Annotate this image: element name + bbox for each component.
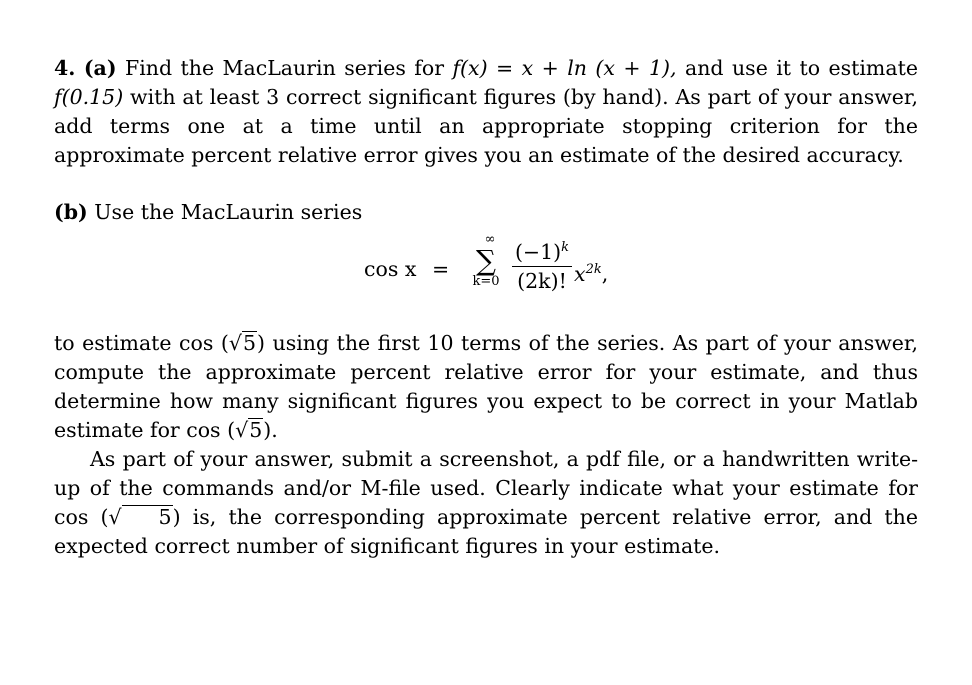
part-a-text-before: Find the MacLaurin series for xyxy=(124,56,445,80)
fraction-denominator: (2k)! xyxy=(517,268,567,293)
tail-base: x xyxy=(574,261,586,286)
part-a-text-after: and use it to estimate xyxy=(685,56,918,80)
part-b-paragraph-1 xyxy=(54,329,918,445)
tail-exponent: 2k xyxy=(585,262,602,277)
sigma-symbol: ∑ xyxy=(476,244,496,277)
sum-upper-limit: ∞ xyxy=(484,232,496,247)
part-b-paragraph-2 xyxy=(54,445,918,561)
sqrt-sign: √ xyxy=(228,331,242,355)
numerator-exponent: k xyxy=(561,240,570,255)
part-b-intro xyxy=(54,198,918,227)
section-gap xyxy=(54,170,918,198)
sqrt-radicand-3: 5 xyxy=(122,505,173,528)
tail-punct: , xyxy=(601,261,609,286)
part-a-estimate-point: f(0.15) xyxy=(54,85,124,109)
formula-tail xyxy=(574,255,608,289)
cos-series-formula xyxy=(54,233,918,325)
sqrt-sign-2: √ xyxy=(235,418,249,442)
fraction-bar xyxy=(512,266,572,267)
part-a-label: (a) xyxy=(83,56,117,80)
para1-start: to estimate cos ( xyxy=(54,331,229,355)
series-fraction xyxy=(512,235,572,294)
formula-lhs: cos x xyxy=(364,257,417,281)
sqrt-radicand-2: 5 xyxy=(249,418,263,442)
sqrt-sign-3: √ xyxy=(108,505,122,529)
problem-number: 4. xyxy=(54,56,76,80)
part-b-label: (b) xyxy=(54,200,88,224)
sum-lower-limit: k=0 xyxy=(472,274,500,289)
sqrt-radicand: 5 xyxy=(242,331,257,355)
para2-end: ) is, the corresponding approximate percent relative error, and the expected correct number of significant figures in your estimate. xyxy=(54,505,918,558)
summation xyxy=(466,233,506,289)
para1-end: ). xyxy=(263,418,278,442)
para2-start: As part of your answer, submit a screenshot, a pdf file, or a handwritten write-up of the commands and/or M-file used. Clearly indicate what your estimate for cos ( xyxy=(54,447,918,529)
part-a-paragraph xyxy=(54,54,918,170)
para1-rest: ) using the first 10 terms of the series. As part of your answer, compute the approximate percent relative error for your estimate, and thus determine how many significant figures you expect to be correct in your Matlab estimate for cos ( xyxy=(54,331,918,442)
problem-content xyxy=(54,54,918,561)
part-a-function: f(x) = x + ln (x + 1), xyxy=(452,56,677,80)
part-a-rest: with at least 3 correct significant figures (by hand). As part of your answer, add terms one at a time until an appropriate stopping criterion for the approximate percent relative error gives you an estimate of the desired accuracy. xyxy=(54,85,918,167)
part-b-intro-text: Use the MacLaurin series xyxy=(94,200,363,224)
fraction-numerator xyxy=(512,235,572,265)
numerator-base: (−1) xyxy=(514,239,562,264)
formula-equals: = xyxy=(432,257,450,281)
